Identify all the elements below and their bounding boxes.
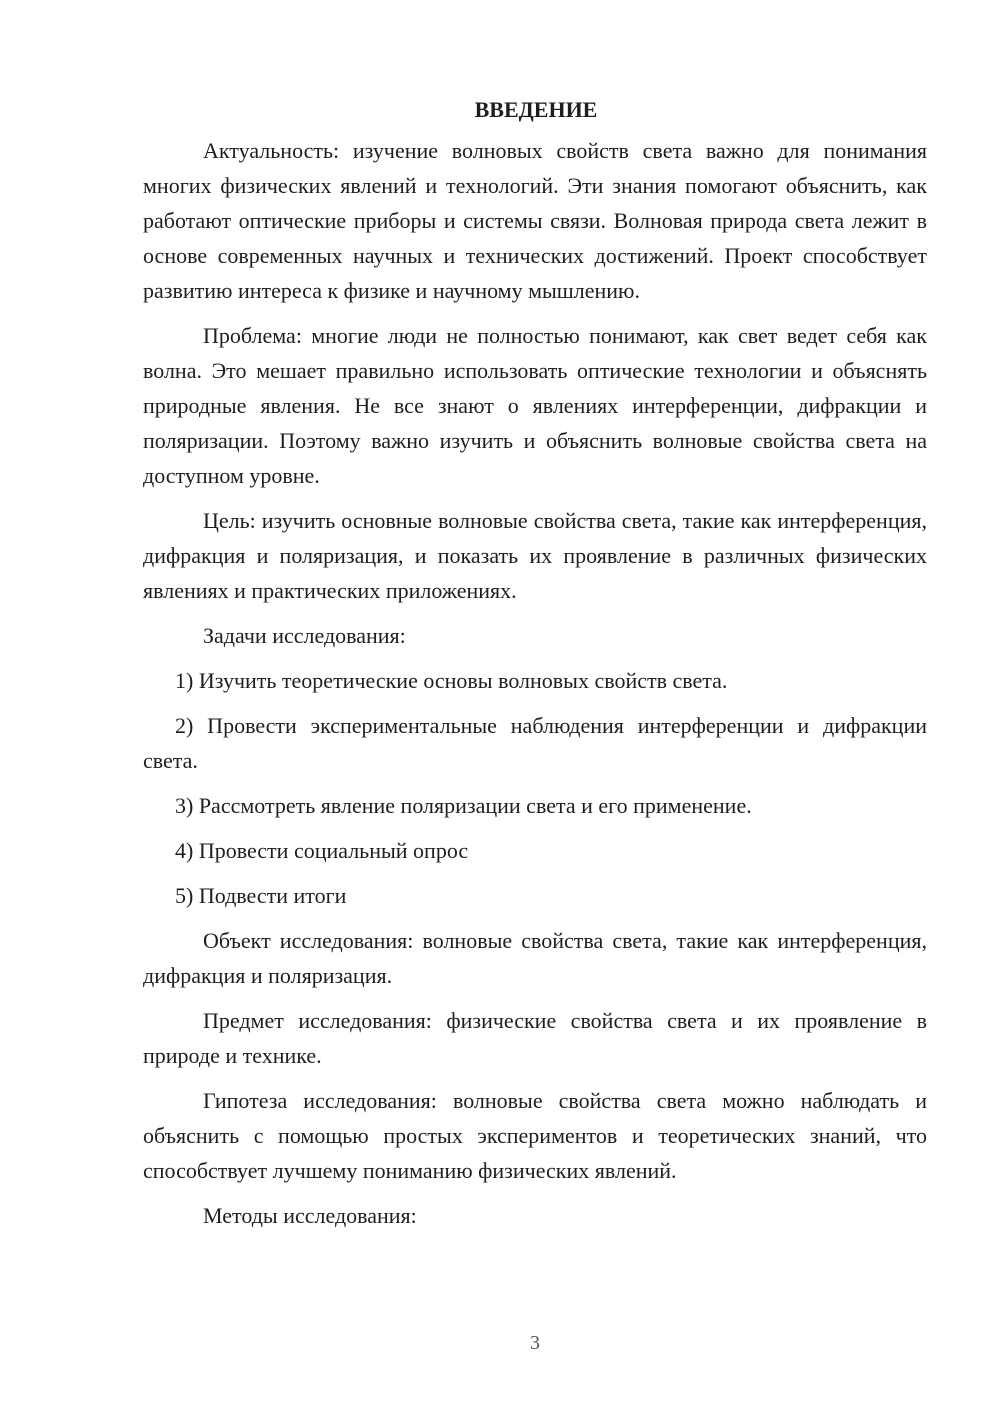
tasks-heading: Задачи исследования: (203, 623, 406, 648)
paragraph-problem: Проблема: многие люди не полностью понимают, как свет ведет себя как волна. Это мешает правильно использовать оптические технологии и объяснять природные явления. Не все знают о явлениях интерференции, дифракции и поляризации. Поэтому важно изучить и объяснить волновые свойства света на доступном уровне. (143, 323, 927, 488)
page-title: ВВЕДЕНИЕ (474, 97, 598, 122)
task-item-5: 5) Подвести итоги (175, 883, 347, 908)
methods-heading: Методы исследования: (203, 1203, 417, 1228)
page-content (143, 92, 927, 1243)
task-item-4: 4) Провести социальный опрос (175, 838, 469, 863)
paragraph-subject: Предмет исследования: физические свойства света и их проявление в природе и технике. (143, 1008, 927, 1068)
task-item-2: 2) Провести экспериментальные наблюдения интерференции и дифракции света. (143, 713, 927, 773)
paragraph-hypothesis: Гипотеза исследования: волновые свойства света можно наблюдать и объяснить с помощью простых экспериментов и теоретических знаний, что способствует лучшему пониманию физических явлений. (143, 1088, 927, 1183)
paragraph-goal: Цель: изучить основные волновые свойства света, такие как интерференция, дифракция и поляризация, и показать их проявление в различных физических явлениях и практических приложениях. (143, 508, 927, 603)
task-item-3: 3) Рассмотреть явление поляризации света и его применение. (175, 793, 752, 818)
page-number: 3 (530, 1332, 540, 1354)
paragraph-relevance: Актуальность: изучение волновых свойств света важно для понимания многих физических явлений и технологий. Эти знания помогают объяснить, как работают оптические приборы и системы связи. Волновая природа света лежит в основе современных научных и технических достижений. Проект способствует развитию интереса к физике и научному мышлению. (143, 138, 927, 303)
task-item-1: 1) Изучить теоретические основы волновых свойств света. (175, 668, 728, 693)
paragraph-object: Объект исследования: волновые свойства света, такие как интерференция, дифракция и поляризация. (143, 928, 927, 988)
